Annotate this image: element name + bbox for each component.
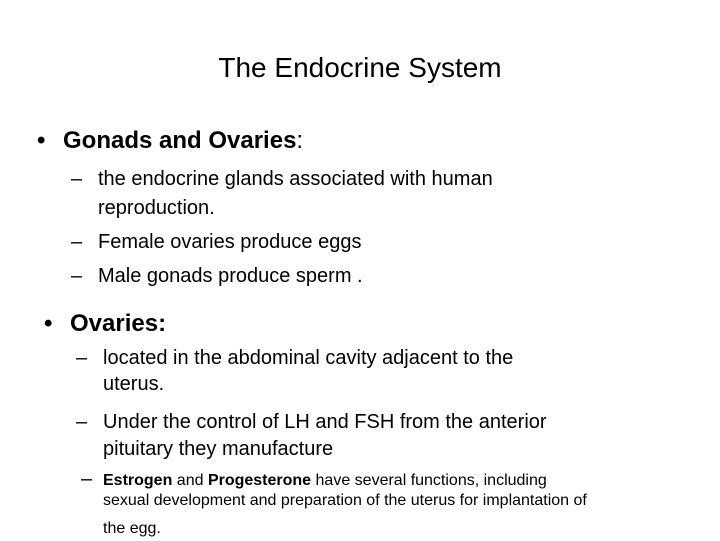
term-estrogen: Estrogen [103,472,173,489]
section-gonads-colon: : [296,127,304,154]
hormone-note-line3: the egg. [103,520,161,537]
dash-symbol: – [81,468,93,490]
section-ovaries-heading [44,309,166,339]
list-item-text: the endocrine glands associated with human [98,168,493,190]
list-item-text: pituitary they manufacture [103,438,334,460]
dash-symbol: – [71,168,83,190]
hormone-note-line2: sexual development and preparation of the uterus for implantation of [103,492,587,509]
note-rest: have several functions, including [311,472,547,489]
list-item-text: uterus. [103,373,165,395]
dash-symbol: – [71,231,83,253]
list-item-text: Female ovaries produce eggs [98,231,362,253]
section-gonads-title: Gonads and Ovaries [63,127,297,154]
list-item-text: located in the abdominal cavity adjacent to the [103,347,514,369]
list-item-text: Male gonads produce sperm . [98,265,363,287]
section-ovaries-title: Ovaries: [70,310,167,337]
note-conjunction: and [172,472,208,489]
list-item-text: reproduction. [98,197,215,219]
list-item-text: Under the control of LH and FSH from the anterior [103,411,547,433]
slide-title: The Endocrine System [218,52,502,83]
dash-symbol: – [71,265,83,287]
dash-symbol: – [76,411,88,433]
section-gonads-heading [37,126,303,156]
bullet-symbol: • [37,127,46,154]
term-progesterone: Progesterone [207,472,312,489]
dash-symbol: – [76,347,88,369]
bullet-symbol: • [44,310,53,337]
